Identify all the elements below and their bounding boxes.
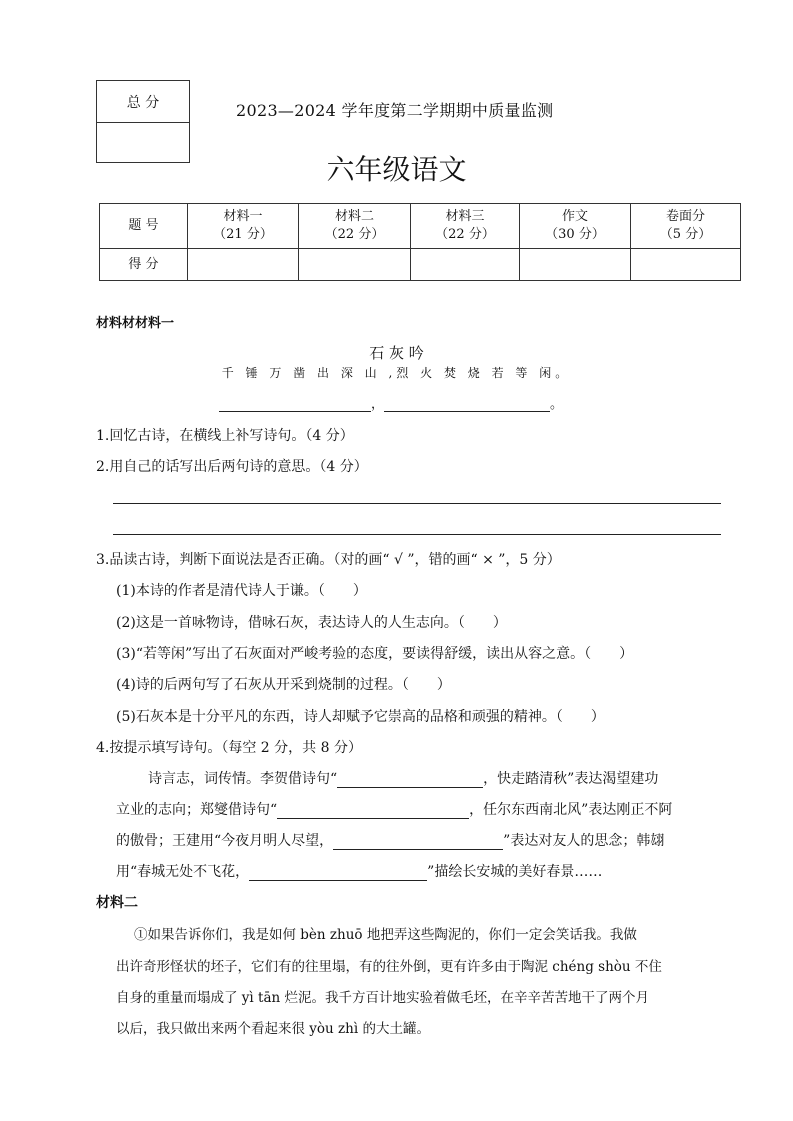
score-cell[interactable] <box>299 249 411 281</box>
score-row-label: 得 分 <box>100 249 188 281</box>
material2-line-1: ①如果告诉你们，我是如何 bèn zhuō 地把弄这些陶泥的，你们一定会笑话我。我做 <box>134 927 637 943</box>
q3-item-2: (2)这是一首咏物诗，借咏石灰，表达诗人的人生志向。（ ） <box>116 615 507 631</box>
score-cell[interactable] <box>520 249 631 281</box>
subject-title: 六年级语文 <box>326 153 467 186</box>
item-row-label: 题 号 <box>100 204 188 249</box>
col-material1 <box>188 204 299 249</box>
col-points: （22 分） <box>435 227 495 242</box>
blank-end: 。 <box>550 397 564 412</box>
answer-line-2[interactable] <box>113 534 721 535</box>
col-points: （30 分） <box>545 227 605 242</box>
q4-blank-3[interactable] <box>333 835 503 850</box>
q4-text: ，任尔东西南北风”表达刚正不阿 <box>469 802 673 818</box>
q3-item-5: (5)石灰本是十分平凡的东西，诗人却赋予它崇高的品格和顽强的精神。（ ） <box>116 709 605 725</box>
q4-text: ”描绘长安城的美好春景…… <box>427 864 603 880</box>
material2-line-3: 自身的重量而塌成了 yì tān 烂泥。我千方百计地实验着做毛坯，在辛辛苦苦地干了两个月 <box>116 990 649 1006</box>
total-score-label: 总 分 <box>97 81 189 123</box>
col-name: 材料二 <box>334 209 374 224</box>
q4-line-2 <box>116 799 672 819</box>
question-2: 2.用自己的话写出后两句诗的意思。（4 分） <box>96 459 368 475</box>
q4-line-3 <box>116 830 664 850</box>
question-4: 4.按提示填写诗句。（每空 2 分，共 8 分） <box>96 740 362 756</box>
poem-title: 石 灰 吟 <box>369 344 424 362</box>
material2-heading: 材料二 <box>96 895 138 911</box>
material2-line-2: 出许奇形怪状的坯子，它们有的往里塌，有的往外倒，更有许多由于陶泥 chéng shòu 不住 <box>116 959 662 975</box>
col-essay <box>520 204 631 249</box>
answer-line-1[interactable] <box>113 503 721 504</box>
score-cell[interactable] <box>631 249 741 281</box>
score-cell[interactable] <box>188 249 299 281</box>
q4-line-4 <box>116 861 602 881</box>
exam-title: 2023—2024 学年度第二学期期中质量监测 <box>236 101 554 120</box>
col-neatness <box>631 204 741 249</box>
material2-line-4: 以后，我只做出来两个看起来很 yòu zhì 的大土罐。 <box>116 1021 430 1037</box>
q3-item-1: (1)本诗的作者是清代诗人于谦。（ ） <box>116 583 367 599</box>
question-1: 1.回忆古诗，在横线上补写诗句。（4 分） <box>96 428 354 444</box>
blank-separator: ， <box>371 397 385 412</box>
q4-blank-2[interactable] <box>277 804 469 819</box>
poem-blank-2[interactable] <box>384 397 550 412</box>
q3-item-3: (3)“若等闲”写出了石灰面对严峻考验的态度，要读得舒缓，读出从容之意。（ ） <box>116 646 634 662</box>
q4-text: 诗言志，词传情。李贺借诗句“ <box>148 771 338 787</box>
q3-item-4: (4)诗的后两句写了石灰从开采到烧制的过程。（ ） <box>116 677 451 693</box>
col-name: 卷面分 <box>665 209 705 224</box>
col-material2 <box>299 204 411 249</box>
col-name: 作文 <box>561 209 588 224</box>
q4-text: ，快走踏清秋”表达渴望建功 <box>483 771 659 787</box>
col-material3 <box>411 204 520 249</box>
q4-text: ”表达对友人的思念；韩翃 <box>503 833 665 849</box>
q4-text: 的傲骨；王建用“今夜月明人尽望， <box>116 833 334 849</box>
q4-blank-4[interactable] <box>249 866 427 881</box>
q4-text: 立业的志向；郑燮借诗句“ <box>116 802 278 818</box>
col-name: 材料三 <box>445 209 485 224</box>
col-points: （22 分） <box>324 227 385 242</box>
material1-heading: 材料材材料一 <box>96 316 175 331</box>
q4-blank-1[interactable] <box>337 773 483 788</box>
q4-line-1 <box>148 768 658 788</box>
col-name: 材料一 <box>223 209 263 224</box>
poem-line: 千 锤 万 凿 出 深 山 ,烈 火 焚 烧 若 等 闲。 <box>221 366 572 380</box>
poem-blank-1[interactable] <box>219 397 371 412</box>
q4-text: 用“春城无处不飞花， <box>116 864 250 880</box>
col-points: （5 分） <box>659 227 712 242</box>
score-cell[interactable] <box>411 249 520 281</box>
col-points: （21 分） <box>213 227 273 242</box>
poem-fill-blanks <box>219 393 563 412</box>
score-table <box>99 203 741 281</box>
question-3: 3.品读古诗，判断下面说法是否正确。（对的画“ √ ”，错的画“ × ”，5 分） <box>96 552 561 568</box>
